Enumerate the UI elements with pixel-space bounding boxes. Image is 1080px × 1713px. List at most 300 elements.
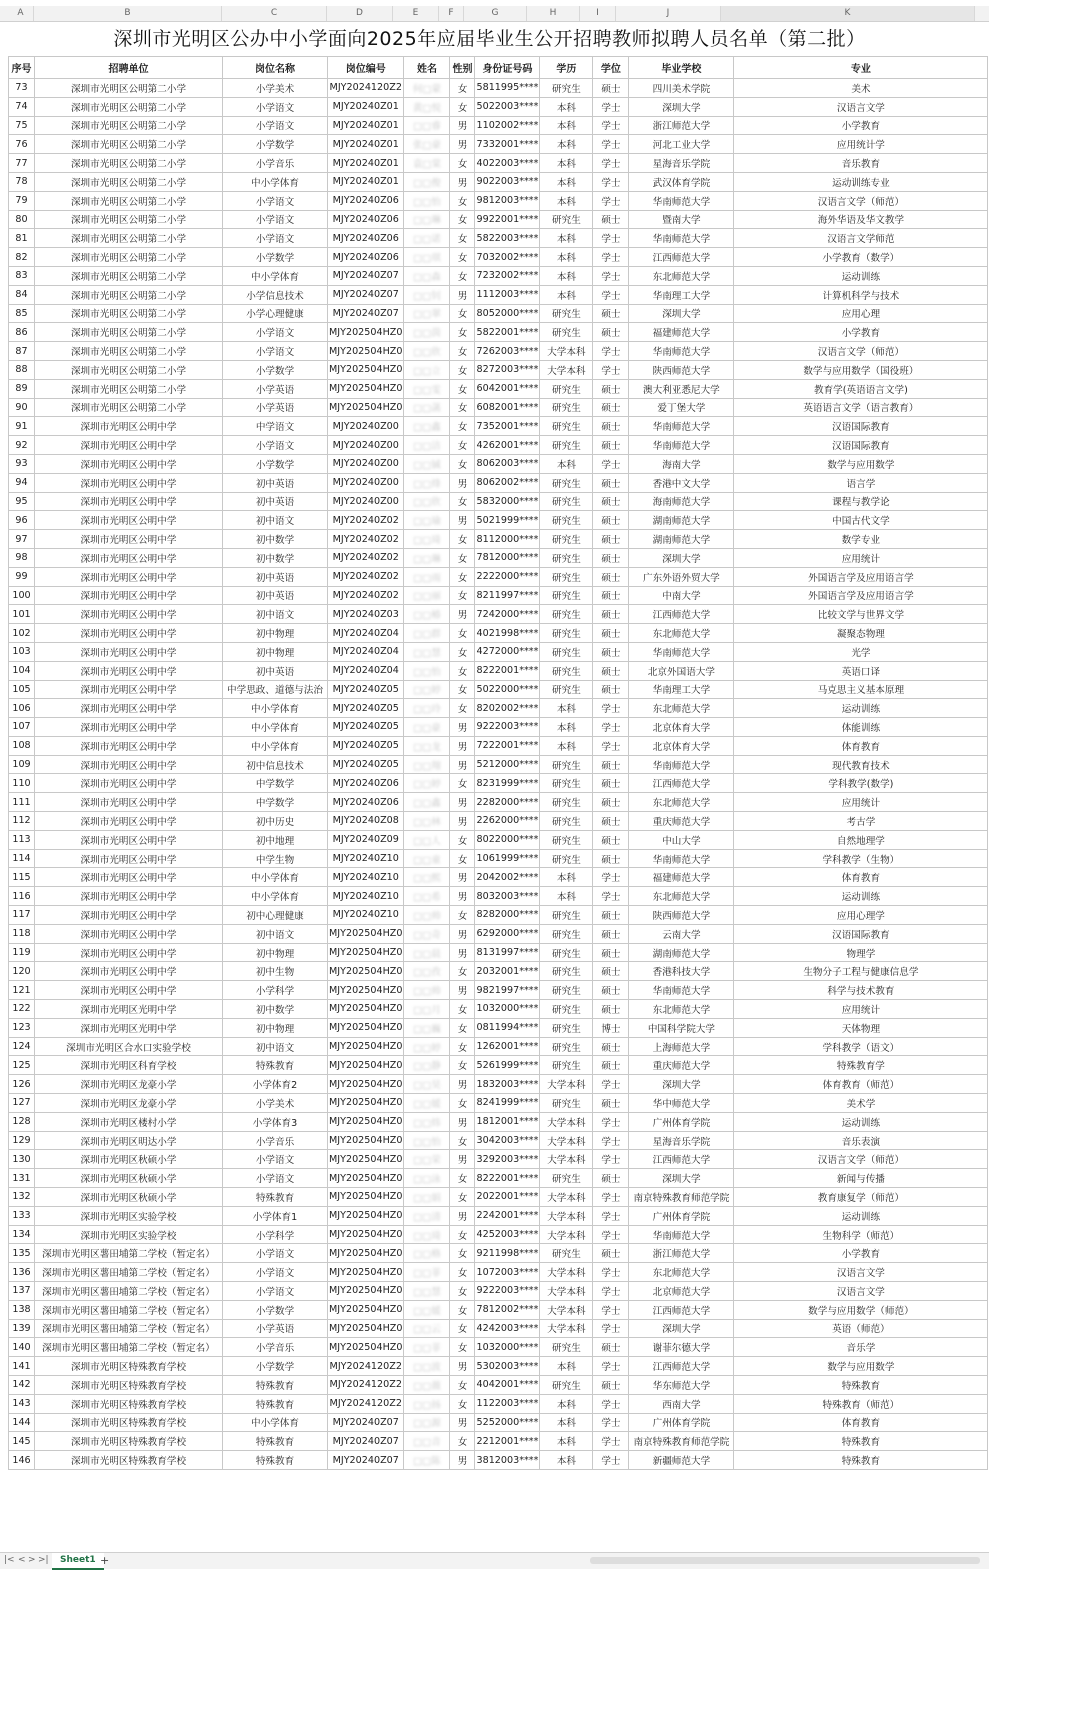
table-cell[interactable]: □□立 (404, 360, 450, 379)
table-cell[interactable]: 女 (450, 1000, 475, 1019)
table-cell[interactable]: 研究生 (540, 661, 593, 680)
column-letter-D[interactable]: D (327, 6, 393, 21)
table-cell[interactable]: □□群 (404, 624, 450, 643)
table-cell[interactable]: MJY202504HZ0 (328, 1075, 404, 1094)
table-cell[interactable]: 140 (9, 1338, 35, 1357)
table-cell[interactable]: 123 (9, 1018, 35, 1037)
table-cell[interactable]: 7352001**** (475, 417, 540, 436)
table-cell[interactable]: 本科 (540, 718, 593, 737)
table-cell[interactable]: 女 (450, 1188, 475, 1207)
table-cell[interactable]: 女 (450, 398, 475, 417)
table-cell[interactable]: 学科教学（语文） (734, 1037, 988, 1056)
table-cell[interactable]: 小学体育2 (223, 1075, 328, 1094)
table-cell[interactable]: 114 (9, 849, 35, 868)
table-cell[interactable]: 中小学体育 (223, 887, 328, 906)
table-cell[interactable]: MJY20240Z05 (328, 736, 404, 755)
table-cell[interactable]: 127 (9, 1094, 35, 1113)
table-cell[interactable]: MJY20240Z05 (328, 755, 404, 774)
table-cell[interactable]: 华南理工大学 (629, 285, 734, 304)
table-cell[interactable]: 硕士 (593, 793, 629, 812)
table-cell[interactable]: 117 (9, 906, 35, 925)
table-cell[interactable]: □□豪 (404, 718, 450, 737)
table-cell[interactable]: 96 (9, 511, 35, 530)
table-cell[interactable]: 深圳大学 (629, 304, 734, 323)
table-cell[interactable]: 81 (9, 229, 35, 248)
table-cell[interactable]: 数学专业 (734, 530, 988, 549)
table-cell[interactable]: 小学心理健康 (223, 304, 328, 323)
table-cell[interactable]: 女 (450, 1018, 475, 1037)
table-cell[interactable]: 华南师范大学 (629, 849, 734, 868)
table-cell[interactable]: 北京体育大学 (629, 718, 734, 737)
table-cell[interactable]: 学科教学（生物） (734, 849, 988, 868)
table-cell[interactable]: 深圳市光明区公明中学 (35, 680, 223, 699)
table-cell[interactable]: 深圳市光明区公明第二小学 (35, 79, 223, 98)
table-cell[interactable]: 硕士 (593, 1037, 629, 1056)
table-cell[interactable]: 86 (9, 323, 35, 342)
table-cell[interactable]: MJY20240Z06 (328, 191, 404, 210)
table-cell[interactable]: 音乐学 (734, 1338, 988, 1357)
table-cell[interactable]: 女 (450, 454, 475, 473)
table-cell[interactable]: 特殊教育 (223, 1451, 328, 1470)
table-cell[interactable]: MJY202504HZ0 (328, 379, 404, 398)
table-cell[interactable]: 深圳市光明区公明中学 (35, 793, 223, 812)
table-cell[interactable]: 4252003**** (475, 1225, 540, 1244)
table-cell[interactable]: 研究生 (540, 755, 593, 774)
table-cell[interactable]: □□娟 (404, 1188, 450, 1207)
table-cell[interactable]: 深圳市光明区公明第二小学 (35, 154, 223, 173)
table-cell[interactable]: 女 (450, 304, 475, 323)
table-cell[interactable]: 硕士 (593, 943, 629, 962)
table-cell[interactable]: MJY202504HZ0 (328, 1018, 404, 1037)
table-cell[interactable]: 华南师范大学 (629, 981, 734, 1000)
table-cell[interactable]: 女 (450, 229, 475, 248)
table-cell[interactable]: 深圳市光明区龙豪小学 (35, 1094, 223, 1113)
table-cell[interactable]: 硕士 (593, 755, 629, 774)
table-cell[interactable]: 江西师范大学 (629, 774, 734, 793)
table-cell[interactable]: □□菲 (404, 1263, 450, 1282)
table-cell[interactable]: 华南师范大学 (629, 191, 734, 210)
table-cell[interactable]: 1102002**** (475, 116, 540, 135)
table-cell[interactable]: □□怡 (404, 191, 450, 210)
table-cell[interactable]: 研究生 (540, 624, 593, 643)
table-cell[interactable]: MJY20240Z05 (328, 680, 404, 699)
table-cell[interactable]: 硕士 (593, 830, 629, 849)
table-cell[interactable]: □□慧 (404, 1282, 450, 1301)
table-cell[interactable]: 凝聚态物理 (734, 624, 988, 643)
table-cell[interactable]: 华南师范大学 (629, 342, 734, 361)
table-cell[interactable]: 深圳市光明区公明中学 (35, 812, 223, 831)
table-cell[interactable]: 深圳市光明区科育学校 (35, 1056, 223, 1075)
table-cell[interactable]: 2282000**** (475, 793, 540, 812)
table-cell[interactable]: 104 (9, 661, 35, 680)
table-cell[interactable]: 小学语文 (223, 1150, 328, 1169)
table-cell[interactable]: 深圳市光明区公明中学 (35, 586, 223, 605)
table-cell[interactable]: 硕士 (593, 661, 629, 680)
table-cell[interactable]: 运动训练 (734, 699, 988, 718)
table-cell[interactable]: 深圳市光明区公明中学 (35, 492, 223, 511)
table-cell[interactable]: □□烽 (404, 473, 450, 492)
table-cell[interactable]: 香港中文大学 (629, 473, 734, 492)
table-cell[interactable]: MJY20240Z10 (328, 887, 404, 906)
table-cell[interactable]: 9812003**** (475, 191, 540, 210)
table-cell[interactable]: □□睿 (404, 116, 450, 135)
table-cell[interactable]: 硕士 (593, 530, 629, 549)
table-cell[interactable]: 华南师范大学 (629, 642, 734, 661)
table-cell[interactable]: 小学教育 (734, 116, 988, 135)
table-cell[interactable]: 4042001**** (475, 1375, 540, 1394)
table-cell[interactable]: 研究生 (540, 642, 593, 661)
table-cell[interactable]: 中学数学 (223, 774, 328, 793)
table-cell[interactable]: 男 (450, 887, 475, 906)
table-cell[interactable]: 女 (450, 266, 475, 285)
header-cell[interactable]: 性别 (450, 57, 475, 79)
table-cell[interactable]: 英语口译 (734, 661, 988, 680)
table-cell[interactable]: MJY20240Z05 (328, 718, 404, 737)
table-cell[interactable]: 硕士 (593, 849, 629, 868)
table-cell[interactable]: 本科 (540, 868, 593, 887)
table-cell[interactable]: 硕士 (593, 642, 629, 661)
table-cell[interactable]: 92 (9, 436, 35, 455)
table-cell[interactable]: 美术学 (734, 1094, 988, 1113)
table-cell[interactable]: 小学数学 (223, 135, 328, 154)
table-cell[interactable]: 女 (450, 1244, 475, 1263)
table-cell[interactable]: 深圳市光明区薯田埔第二学校（暂定名） (35, 1282, 223, 1301)
table-cell[interactable]: 男 (450, 755, 475, 774)
table-cell[interactable]: 女 (450, 436, 475, 455)
table-cell[interactable]: 113 (9, 830, 35, 849)
table-cell[interactable]: 女 (450, 1432, 475, 1451)
table-cell[interactable]: 深圳市光明区薯田埔第二学校（暂定名） (35, 1300, 223, 1319)
table-cell[interactable]: 本科 (540, 248, 593, 267)
table-cell[interactable]: 硕士 (593, 1375, 629, 1394)
table-cell[interactable]: □□源 (404, 1413, 450, 1432)
table-cell[interactable]: 9211998**** (475, 1244, 540, 1263)
table-cell[interactable]: 袁□棠 (404, 154, 450, 173)
table-cell[interactable]: 数学与应用数学（师范） (734, 1300, 988, 1319)
table-cell[interactable]: 109 (9, 755, 35, 774)
table-cell[interactable]: 体育教育 (734, 868, 988, 887)
table-cell[interactable]: 初中英语 (223, 492, 328, 511)
table-cell[interactable]: 应用统计学 (734, 135, 988, 154)
table-cell[interactable]: 东北师范大学 (629, 887, 734, 906)
table-cell[interactable]: 深圳大学 (629, 1319, 734, 1338)
table-cell[interactable]: 特殊教育（师范） (734, 1394, 988, 1413)
table-cell[interactable]: 学士 (593, 1206, 629, 1225)
table-cell[interactable]: 硕士 (593, 1094, 629, 1113)
table-cell[interactable]: 深圳市光明区秋硕小学 (35, 1150, 223, 1169)
table-cell[interactable]: 应用心理 (734, 304, 988, 323)
table-cell[interactable]: MJY20240Z09 (328, 830, 404, 849)
table-cell[interactable]: 汉语国际教育 (734, 436, 988, 455)
table-cell[interactable]: 上海师范大学 (629, 1037, 734, 1056)
table-cell[interactable]: 硕士 (593, 981, 629, 1000)
table-cell[interactable]: 华南师范大学 (629, 1225, 734, 1244)
table-cell[interactable]: 8022000**** (475, 830, 540, 849)
table-cell[interactable]: 本科 (540, 172, 593, 191)
table-cell[interactable]: 本科 (540, 191, 593, 210)
table-cell[interactable]: 深圳市光明区公明中学 (35, 774, 223, 793)
table-cell[interactable]: 研究生 (540, 436, 593, 455)
table-cell[interactable]: 福建师范大学 (629, 323, 734, 342)
table-cell[interactable]: 硕士 (593, 812, 629, 831)
table-cell[interactable]: 8062003**** (475, 454, 540, 473)
table-cell[interactable]: 女 (450, 1319, 475, 1338)
table-cell[interactable]: 90 (9, 398, 35, 417)
table-cell[interactable]: 8241999**** (475, 1094, 540, 1113)
table-cell[interactable]: 7262003**** (475, 342, 540, 361)
table-cell[interactable]: 5021999**** (475, 511, 540, 530)
table-cell[interactable]: 5261999**** (475, 1056, 540, 1075)
table-cell[interactable]: 研究生 (540, 1338, 593, 1357)
table-cell[interactable]: 学士 (593, 1150, 629, 1169)
table-cell[interactable]: 小学音乐 (223, 1131, 328, 1150)
table-cell[interactable]: 特殊教育 (734, 1451, 988, 1470)
table-cell[interactable]: 深圳市光明区薯田埔第二学校（暂定名） (35, 1319, 223, 1338)
table-cell[interactable]: 男 (450, 1150, 475, 1169)
table-cell[interactable]: □□琳 (404, 548, 450, 567)
table-cell[interactable]: 2032001**** (475, 962, 540, 981)
table-cell[interactable]: 小学数学 (223, 1357, 328, 1376)
table-cell[interactable]: 男 (450, 1112, 475, 1131)
table-cell[interactable]: 研究生 (540, 1018, 593, 1037)
table-cell[interactable]: 深圳市光明区公明中学 (35, 624, 223, 643)
table-cell[interactable]: 研究生 (540, 849, 593, 868)
table-cell[interactable]: 硕士 (593, 924, 629, 943)
table-cell[interactable]: □□鑫 (404, 417, 450, 436)
table-cell[interactable]: 139 (9, 1319, 35, 1338)
table-cell[interactable]: 深圳市光明区公明中学 (35, 906, 223, 925)
table-cell[interactable]: 91 (9, 417, 35, 436)
table-cell[interactable]: 深圳市光明区特殊教育学校 (35, 1375, 223, 1394)
table-cell[interactable]: 8131997**** (475, 943, 540, 962)
table-cell[interactable]: 大学本科 (540, 1319, 593, 1338)
table-cell[interactable]: 女 (450, 774, 475, 793)
table-cell[interactable]: 9821997**** (475, 981, 540, 1000)
column-letter-E[interactable]: E (393, 6, 439, 21)
table-cell[interactable]: 小学音乐 (223, 1338, 328, 1357)
table-cell[interactable]: 深圳市光明区公明中学 (35, 849, 223, 868)
table-cell[interactable]: MJY202504HZ0 (328, 1000, 404, 1019)
table-cell[interactable]: 张□豪 (404, 135, 450, 154)
table-cell[interactable]: 云南大学 (629, 924, 734, 943)
table-cell[interactable]: 研究生 (540, 774, 593, 793)
table-cell[interactable]: 女 (450, 530, 475, 549)
table-cell[interactable]: 江西师范大学 (629, 1357, 734, 1376)
table-cell[interactable]: MJY202504HZ0 (328, 1094, 404, 1113)
table-cell[interactable]: □□陈 (404, 1451, 450, 1470)
table-cell[interactable]: 74 (9, 97, 35, 116)
table-cell[interactable]: 男 (450, 511, 475, 530)
table-cell[interactable]: 小学语文 (223, 1169, 328, 1188)
table-cell[interactable]: 学士 (593, 868, 629, 887)
table-cell[interactable]: 女 (450, 79, 475, 98)
table-cell[interactable]: 小学英语 (223, 1319, 328, 1338)
table-cell[interactable]: 中小学体育 (223, 718, 328, 737)
table-cell[interactable]: MJY20240Z00 (328, 417, 404, 436)
table-cell[interactable]: □□怡 (404, 1131, 450, 1150)
table-cell[interactable]: MJY202504HZ0 (328, 1338, 404, 1357)
table-cell[interactable]: 146 (9, 1451, 35, 1470)
table-cell[interactable]: 7242000**** (475, 605, 540, 624)
table-cell[interactable]: 男 (450, 285, 475, 304)
table-cell[interactable]: 华中师范大学 (629, 1094, 734, 1113)
table-cell[interactable]: 深圳市光明区公明中学 (35, 605, 223, 624)
table-cell[interactable]: 5822001**** (475, 323, 540, 342)
table-cell[interactable]: 女 (450, 342, 475, 361)
table-cell[interactable]: 小学体育1 (223, 1206, 328, 1225)
table-cell[interactable]: 汉语言文学师范 (734, 229, 988, 248)
table-cell[interactable]: 大学本科 (540, 1206, 593, 1225)
table-cell[interactable]: 香港科技大学 (629, 962, 734, 981)
table-cell[interactable]: 硕士 (593, 1338, 629, 1357)
table-cell[interactable]: □□云 (404, 1319, 450, 1338)
table-cell[interactable]: 女 (450, 699, 475, 718)
table-cell[interactable]: 中学生物 (223, 849, 328, 868)
table-cell[interactable]: □□龙 (404, 736, 450, 755)
table-cell[interactable]: 134 (9, 1225, 35, 1244)
table-cell[interactable]: 145 (9, 1432, 35, 1451)
table-cell[interactable]: 女 (450, 360, 475, 379)
table-cell[interactable]: □□泳 (404, 1169, 450, 1188)
table-cell[interactable]: 女 (450, 1094, 475, 1113)
table-cell[interactable]: 研究生 (540, 1169, 593, 1188)
table-cell[interactable]: 考古学 (734, 812, 988, 831)
table-cell[interactable]: □□琦 (404, 1225, 450, 1244)
table-cell[interactable]: 本科 (540, 1432, 593, 1451)
table-cell[interactable]: 学士 (593, 1131, 629, 1150)
table-cell[interactable]: 研究生 (540, 548, 593, 567)
table-cell[interactable]: 科学与技术教育 (734, 981, 988, 1000)
table-cell[interactable]: 女 (450, 1169, 475, 1188)
table-cell[interactable]: 本科 (540, 887, 593, 906)
table-cell[interactable]: 湖南师范大学 (629, 511, 734, 530)
table-cell[interactable]: 初中物理 (223, 1018, 328, 1037)
table-cell[interactable]: MJY20240Z01 (328, 172, 404, 191)
table-cell[interactable]: 学士 (593, 285, 629, 304)
table-cell[interactable]: 女 (450, 323, 475, 342)
table-cell[interactable]: 小学语文 (223, 323, 328, 342)
table-cell[interactable]: 硕士 (593, 511, 629, 530)
table-cell[interactable]: □□雨 (404, 567, 450, 586)
table-cell[interactable]: 学士 (593, 97, 629, 116)
table-cell[interactable]: 130 (9, 1150, 35, 1169)
table-cell[interactable]: 7812000**** (475, 548, 540, 567)
table-cell[interactable]: 四川美术学院 (629, 79, 734, 98)
table-cell[interactable]: MJY20240Z06 (328, 229, 404, 248)
table-cell[interactable]: 中小学体育 (223, 736, 328, 755)
table-cell[interactable]: 深圳大学 (629, 97, 734, 116)
header-cell[interactable]: 岗位名称 (223, 57, 328, 79)
table-cell[interactable]: 7332001**** (475, 135, 540, 154)
table-cell[interactable]: 118 (9, 924, 35, 943)
table-cell[interactable]: 硕士 (593, 567, 629, 586)
table-cell[interactable]: 大学本科 (540, 1282, 593, 1301)
table-cell[interactable]: 106 (9, 699, 35, 718)
table-cell[interactable]: 6042001**** (475, 379, 540, 398)
table-cell[interactable]: 男 (450, 172, 475, 191)
table-cell[interactable]: 男 (450, 812, 475, 831)
table-cell[interactable]: 小学语文 (223, 116, 328, 135)
table-cell[interactable]: 小学体育3 (223, 1112, 328, 1131)
table-cell[interactable]: MJY202504HZ0 (328, 1112, 404, 1131)
table-cell[interactable]: 本科 (540, 736, 593, 755)
table-cell[interactable]: 2042002**** (475, 868, 540, 887)
table-cell[interactable]: 男 (450, 793, 475, 812)
table-cell[interactable]: 4021998**** (475, 624, 540, 643)
table-cell[interactable]: 河北工业大学 (629, 135, 734, 154)
table-cell[interactable]: 星海音乐学院 (629, 154, 734, 173)
table-cell[interactable]: 深圳市光明区公明中学 (35, 718, 223, 737)
table-cell[interactable]: 学士 (593, 1319, 629, 1338)
table-cell[interactable]: 深圳市光明区公明中学 (35, 962, 223, 981)
table-cell[interactable]: 深圳市光明区公明中学 (35, 473, 223, 492)
table-cell[interactable]: □□翔 (404, 755, 450, 774)
table-cell[interactable]: MJY20240Z04 (328, 661, 404, 680)
table-cell[interactable]: MJY2024120Z2 (328, 79, 404, 98)
table-cell[interactable]: MJY202504HZ0 (328, 924, 404, 943)
table-cell[interactable]: 海外华语及华文教学 (734, 210, 988, 229)
table-cell[interactable]: 6082001**** (475, 398, 540, 417)
table-cell[interactable]: MJY20240Z07 (328, 1451, 404, 1470)
table-cell[interactable]: 自然地理学 (734, 830, 988, 849)
header-cell[interactable]: 招聘单位 (35, 57, 223, 79)
column-letter-H[interactable]: H (527, 6, 580, 21)
table-cell[interactable]: MJY202504HZ0 (328, 1282, 404, 1301)
table-cell[interactable]: 汉语国际教育 (734, 924, 988, 943)
table-cell[interactable]: 初中物理 (223, 943, 328, 962)
table-cell[interactable]: 研究生 (540, 812, 593, 831)
table-cell[interactable]: 应用统计 (734, 548, 988, 567)
table-cell[interactable]: 深圳市光明区特殊教育学校 (35, 1432, 223, 1451)
table-cell[interactable]: 学士 (593, 1300, 629, 1319)
table-cell[interactable]: 硕士 (593, 548, 629, 567)
table-cell[interactable]: 深圳市光明区公明中学 (35, 924, 223, 943)
table-cell[interactable]: 海南师范大学 (629, 492, 734, 511)
table-cell[interactable]: 小学语文 (223, 436, 328, 455)
table-cell[interactable]: 重庆师范大学 (629, 812, 734, 831)
table-cell[interactable]: 中小学体育 (223, 868, 328, 887)
table-cell[interactable]: 物理学 (734, 943, 988, 962)
table-cell[interactable]: 小学科学 (223, 1225, 328, 1244)
table-cell[interactable]: 8052000**** (475, 304, 540, 323)
table-cell[interactable]: 硕士 (593, 304, 629, 323)
table-cell[interactable]: 小学语文 (223, 229, 328, 248)
table-cell[interactable]: 初中地理 (223, 830, 328, 849)
table-cell[interactable]: MJY20240Z08 (328, 812, 404, 831)
table-cell[interactable]: 硕士 (593, 1000, 629, 1019)
table-cell[interactable]: 女 (450, 1282, 475, 1301)
table-cell[interactable]: 深圳市光明区公明第二小学 (35, 285, 223, 304)
table-cell[interactable]: 深圳大学 (629, 1169, 734, 1188)
table-cell[interactable]: □□钊 (404, 285, 450, 304)
table-cell[interactable]: □□媛 (404, 1300, 450, 1319)
table-cell[interactable]: □□茵 (404, 323, 450, 342)
table-cell[interactable]: 研究生 (540, 1000, 593, 1019)
table-cell[interactable]: 女 (450, 248, 475, 267)
table-cell[interactable]: □□昊 (404, 1075, 450, 1094)
table-cell[interactable]: 深圳市光明区公明第二小学 (35, 191, 223, 210)
table-cell[interactable]: 学士 (593, 454, 629, 473)
table-cell[interactable]: 深圳市光明区实验学校 (35, 1206, 223, 1225)
table-cell[interactable]: □□孜 (404, 962, 450, 981)
table-cell[interactable]: 东北师范大学 (629, 624, 734, 643)
table-cell[interactable]: 深圳市光明区公明第二小学 (35, 398, 223, 417)
table-cell[interactable]: MJY20240Z01 (328, 154, 404, 173)
table-cell[interactable]: 学士 (593, 1225, 629, 1244)
table-cell[interactable]: 108 (9, 736, 35, 755)
table-cell[interactable]: 本科 (540, 1451, 593, 1470)
table-cell[interactable]: 研究生 (540, 398, 593, 417)
